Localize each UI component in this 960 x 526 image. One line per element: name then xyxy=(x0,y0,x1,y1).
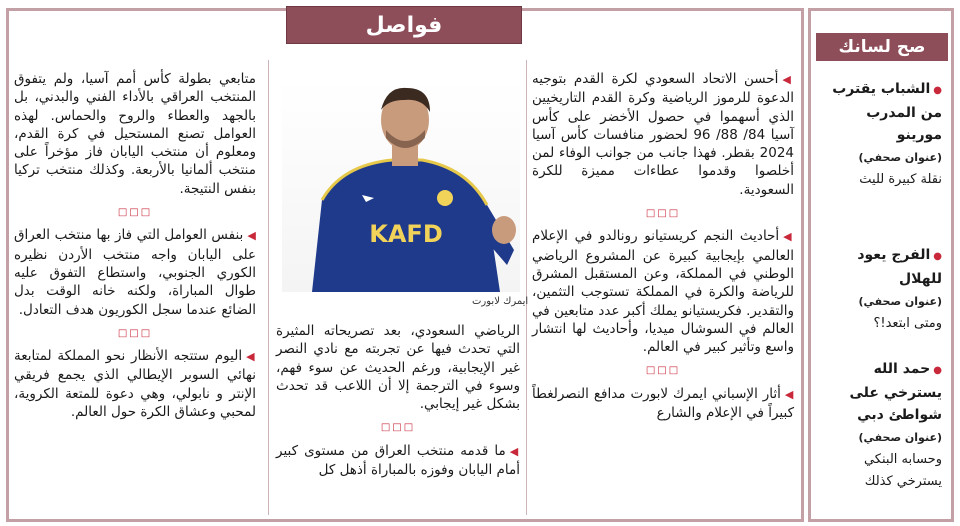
sidebar-tag: (عنوان صحفي) xyxy=(858,151,942,164)
separator: □□□ xyxy=(645,208,681,220)
paragraph: ◀أثار الإسباني ايمرك لابورت مدافع النصرلغطاً كبيراً في الإعلام والشارع xyxy=(532,385,795,422)
sidebar-headline: ●الشباب يقترب من المدرب مورينو xyxy=(832,81,942,143)
sidebar-comment: ومتى ابتعد!؟ xyxy=(873,316,942,331)
sidebar-title: صح لسانك xyxy=(816,33,948,61)
separator: □□□ xyxy=(117,327,153,339)
paragraph: الرياضي السعودي، بعد تصريحاته المثيرة التي تحدث فيها عن تجربته مع نادي النصر غير الإيجابية، ورغم الحديث عن سوء فهم، وسوء في الترجمة إلا أن اللاعب قد تحدث بشكل غير إيجابي. xyxy=(276,323,520,413)
sidebar-headline: ●الفرج يعود للهلال xyxy=(857,247,942,287)
separator: □□□ xyxy=(380,422,416,434)
bullet-arrow-icon: ◀ xyxy=(783,230,794,244)
sidebar-comment: نقلة كبيرة لليث xyxy=(859,172,942,187)
column-divider xyxy=(268,60,269,515)
bullet-arrow-icon: ◀ xyxy=(784,387,795,401)
bullet-arrow-icon: ◀ xyxy=(247,229,256,243)
bullet-dot-icon: ● xyxy=(933,85,942,96)
paragraph: ◀أحاديث النجم كريستيانو رونالدو في الإعلام العالمي بإيجابية كبيرة عن المشروع الرياضي الوطني في المملكة، وعن المستقبل المشرق للرياضة والكرة في المملكة تستوجب التثمين، والتقدير. فكريستيانو يملك أكبر عدد متابعين في العالم في السوشال ميديا، وأحاديث لها انتشار واسع وتأثير كبير في العالم. xyxy=(532,228,794,356)
separator: □□□ xyxy=(645,365,681,377)
article-column-left xyxy=(14,70,256,423)
paragraph: متابعي بطولة كأس أمم آسيا، ولم يتفوق المنتخب العراقي بالأداء الفني والبدني، بل بالجهد والعطاء والروح والحماس. لهذه العوامل تصنع المستحيل في كرة القدم، ومعلوم أن منتخب اليابان فاز مؤخراً على منتخب ألمانيا بالأربعة. وكذلك منتخب تركيا بنفس النتيجة. xyxy=(14,71,256,197)
paragraph: ◀ما قدمه منتخب العراق من مستوى كبير أمام اليابان وفوزه بالمباراة أذهل كل xyxy=(276,442,520,479)
player-illustration xyxy=(282,80,520,292)
column-divider xyxy=(526,60,527,515)
photo-caption: ايمرك لابورت xyxy=(472,296,529,307)
article-column-right xyxy=(532,70,794,424)
article-column-middle xyxy=(276,322,520,481)
sidebar-item xyxy=(818,78,942,191)
bullet-arrow-icon: ◀ xyxy=(509,444,520,458)
bullet-dot-icon: ● xyxy=(933,251,942,262)
sidebar-item xyxy=(818,358,942,493)
bullet-dot-icon: ● xyxy=(933,365,942,376)
sidebar-tag: (عنوان صحفي) xyxy=(858,295,942,308)
paragraph: ◀بنفس العوامل التي فاز بها منتخب العراق على اليابان واجه منتخب الأردن نظيره الكوري الجنوبي، واستطاع التفوق عليه طوال المباراة، ولكنه خانه الوقت بدل الضائع عندما سجل الكوريون هدف التعادل. xyxy=(14,227,256,318)
paragraph: ◀اليوم ستتجه الأنظار نحو المملكة لمتابعة نهائي السوبر الإيطالي الذي يجمع فريقي الإنتر و نابولي، وهي دعوة للمتعة الكروية، لمحبي وعشاق الكرة حول العالم. xyxy=(14,348,257,421)
sidebar-item xyxy=(818,244,942,335)
bullet-arrow-icon: ◀ xyxy=(246,350,257,364)
sidebar-headline: ●حمد الله يسترخي على شواطئ دبي xyxy=(849,361,942,423)
separator: □□□ xyxy=(117,207,153,219)
sidebar-comment: وحسابه البنكي يسترخي كذلك xyxy=(863,452,942,489)
sidebar-tag: (عنوان صحفي) xyxy=(858,431,942,444)
paragraph: ◀أحسن الاتحاد السعودي لكرة القدم بتوجيه الدعوة للرموز الرياضية وكرة القدم التاريخيين الذي أسهموا في حصول الأخضر على كأس آسيا 84/ 88/ 96 لحضور منافسات كأس آسيا 2024 بقطر. فهذا جانب من جوانب الوفاء لمن أخلصوا وقدموا عطاءات مميزة للكرة السعودية. xyxy=(532,71,795,198)
player-photo xyxy=(282,80,520,292)
page-title: فواصل xyxy=(286,6,522,44)
bullet-arrow-icon: ◀ xyxy=(782,73,794,86)
jersey-sponsor: KAFD xyxy=(369,220,443,248)
